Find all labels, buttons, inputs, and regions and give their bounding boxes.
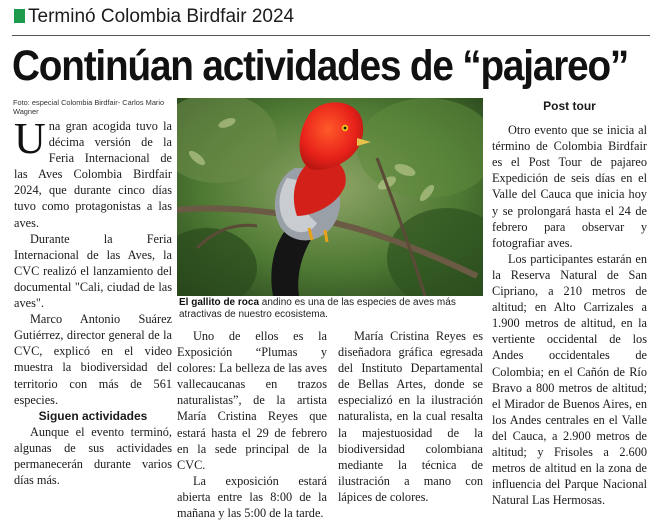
kicker-rule [12,35,650,36]
drop-cap: U [14,114,46,163]
paragraph-7: María Cristina Reyes es diseñadora gráfica egresada del Instituto Departamental de Bellas Artes, donde se especializó en la ilustración naturalista, en la cual resalta la majestuosidad de la biodiversidad colombiana mediante la técnica de ilustración a mano con lápices de colores. [338,329,483,504]
caption-text: andino es una de las especies de aves más atractivas de nuestro ecosistema. [179,297,456,320]
column-1 [14,114,172,488]
caption-bold: El gallito de roca [179,297,260,308]
section-kicker [14,6,294,28]
bird-photo [177,98,483,296]
headline: Continúan actividades de “pajareo” [12,42,629,90]
paragraph-9: Los participantes estarán en la Reserva Natural de San Cipriano, a 210 metros de altitud; en Alto Carrizales a 1.900 metros de altitud, en la vertiente occidental de los Andes occidentales de Colombia; en el Cañón de Río Bravo a 800 metros de altitud; el Mirador de Buenos Aires, en los Andes centrales en el Valle del Cauca, a 2.900 metros de altitud; y Frisoles a 2.600 metros de altitud en la zona de influencia del Parque Nacional Natural Las Hermosas. [492,251,647,508]
section-marker-square [14,9,25,23]
paragraph-2: Durante la Feria Internacional de las Aves, la CVC realizó el lanzamiento del documental "Cali, ciudad de las aves". [14,231,172,311]
subhead-post-tour: Post tour [543,99,596,113]
andean-cock-of-the-rock-image [177,98,483,296]
column-3 [338,328,483,505]
column-2 [177,328,327,521]
paragraph-6: La exposición estará abierta entre las 8:00 de la mañana y las 5:00 de la tarde. [177,473,327,521]
paragraph-4: Aunque el evento terminó, algunas de sus actividades permanecerán durante varios días más. [14,424,172,488]
paragraph-1-text: na gran acogida tuvo la décima versión de la Feria Internacional de las Aves Colombia Birdfair 2024, que durante cinco días tuvo como protagonistas a las aves. [14,119,172,230]
paragraph-3: Marco Antonio Suárez Gutiérrez, director general de la CVC, explicó en el video muestra la biodiversidad del territorio con más de 561 especies. [14,312,172,407]
photo-caption [179,297,485,320]
photo-credit: Foto: especial Colombia Birdfair- Carlos Mario Wagner [13,98,165,116]
paragraph-8: Otro evento que se inicia al término de Colombia Birdfair es el Post Tour de pajareo Expedición de seis días en el Valle del Cauca que inicia hoy y se prolongará hasta el 24 de febrero para observar y fotografiar aves. [492,123,647,250]
kicker-text: Terminó Colombia Birdfair 2024 [28,6,295,27]
subhead-siguen: Siguen actividades [38,408,148,423]
paragraph-5: Uno de ellos es la Exposición “Plumas y colores: La belleza de las aves vallecaucanas en trazos naturalistas”, de la artista María Cristina Reyes que estará hasta el 29 de febrero en la sede principal de la CVC. [177,329,327,472]
column-4 [492,98,647,508]
paragraph-1 [14,114,172,231]
